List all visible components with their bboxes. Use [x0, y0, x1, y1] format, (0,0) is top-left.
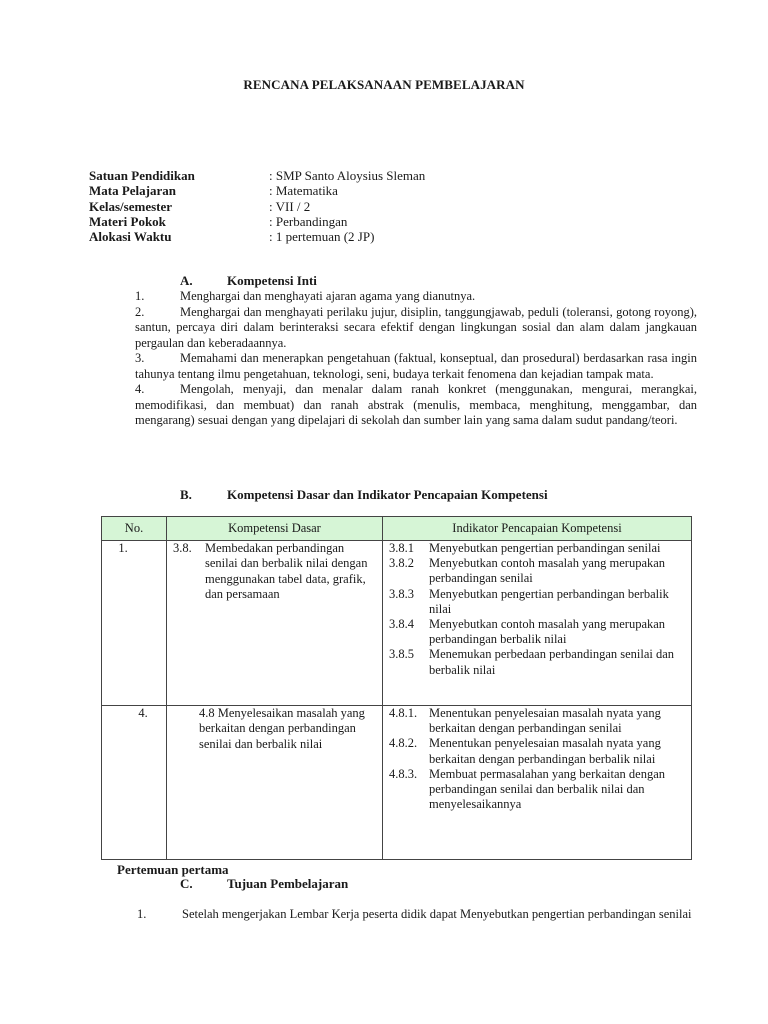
section-title: Kompetensi Dasar dan Indikator Pencapaian Kompetensi — [227, 487, 548, 502]
indicator-item — [383, 706, 691, 736]
indicator-text: Menyebutkan contoh masalah yang merupakan perbandingan senilai — [429, 556, 666, 586]
row-number — [102, 706, 167, 860]
table-row — [102, 541, 692, 706]
list-item — [137, 906, 697, 922]
kd-cell — [167, 706, 383, 860]
identity-row — [89, 229, 425, 244]
identity-value: : 1 pertemuan (2 JP) — [269, 229, 375, 245]
identity-label: Satuan Pendidikan — [89, 168, 195, 183]
indicator-code: 4.8.1. — [389, 706, 418, 720]
item-text: Memahami dan menerapkan pengetahuan (faktual, konseptual, dan prosedural) berdasarkan rasa ingin tahunya tentang ilmu pengetahuan, teknologi, seni, budaya terkait fenomena dan kejadian tampak mata. — [135, 351, 697, 381]
indicator-code: 3.8.5 — [389, 647, 414, 662]
indicator-item — [383, 767, 691, 813]
section-letter: C. — [180, 876, 193, 891]
indicator-code: 3.8.2 — [389, 556, 414, 571]
indicator-text: Membuat permasalahan yang berkaitan dengan perbandingan senilai dan berbalik nilai dan menyelesaikannya — [429, 766, 666, 812]
kd-text: Membedakan perbandingan senilai dan berbalik nilai dengan menggunakan tabel data, grafik, dan persamaan — [205, 541, 368, 602]
indicator-text: Menemukan perbedaan perbandingan senilai dan berbalik nilai — [429, 647, 675, 677]
meeting-subtitle: Pertemuan pertama — [117, 862, 229, 877]
indicator-text: Menentukan penyelesaian masalah nyata yang berkaitan dengan perbandingan berbalik nilai — [429, 736, 661, 766]
indicator-item — [383, 647, 691, 677]
indicator-code: 3.8.1 — [389, 541, 414, 555]
identity-label: Materi Pokok — [89, 213, 166, 229]
section-c-heading — [180, 876, 348, 892]
section-title: Tujuan Pembelajaran — [227, 876, 349, 891]
tujuan-list — [137, 906, 697, 922]
column-header: Indikator Pencapaian Kompetensi — [383, 517, 692, 541]
item-number: 1. — [137, 907, 147, 921]
indicator-item — [383, 556, 691, 586]
kd-code: 3.8. — [173, 541, 192, 555]
list-item — [135, 382, 697, 429]
item-number: 4. — [135, 382, 145, 396]
row-number-text: 1. — [118, 541, 128, 555]
indicator-item — [383, 587, 691, 617]
section-a-heading — [180, 273, 317, 289]
section-b-heading — [180, 487, 548, 503]
indicator-text: Menyebutkan pengertian perbandingan berbalik nilai — [429, 586, 669, 616]
list-item — [135, 289, 697, 305]
identity-value: : SMP Santo Aloysius Sleman — [269, 168, 426, 183]
indicator-cell — [383, 541, 692, 706]
row-number — [102, 541, 167, 706]
identity-value: : VII / 2 — [269, 198, 311, 214]
identity-value: : Perbandingan — [269, 213, 348, 229]
indicator-code: 4.8.3. — [389, 766, 418, 781]
list-item — [135, 305, 697, 352]
identity-label: Kelas/semester — [89, 198, 173, 214]
indicator-code: 3.8.3 — [389, 586, 414, 601]
indicator-text: Menentukan penyelesaian masalah nyata yang berkaitan dengan perbandingan senilai — [429, 706, 661, 736]
column-header: No. — [102, 517, 167, 541]
identity-row — [89, 199, 425, 214]
identity-row — [89, 168, 425, 183]
kompetensi-inti-list — [135, 289, 697, 429]
identity-row — [89, 214, 425, 229]
document-title: RENCANA PELAKSANAAN PEMBELAJARAN — [243, 77, 525, 92]
indicator-text: Menyebutkan pengertian perbandingan senilai — [429, 541, 661, 555]
item-number: 2. — [135, 304, 145, 319]
identity-block — [89, 168, 425, 244]
list-item — [135, 351, 697, 382]
indicator-cell — [383, 706, 692, 860]
indicator-text: Menyebutkan contoh masalah yang merupakan perbandingan berbalik nilai — [429, 617, 666, 647]
indicator-item — [383, 617, 691, 647]
section-title: Kompetensi Inti — [227, 273, 317, 288]
identity-row — [89, 183, 425, 198]
identity-value: : Matematika — [269, 183, 338, 199]
item-number: 1. — [135, 289, 145, 303]
section-letter: B. — [180, 487, 192, 502]
item-text: Mengolah, menyaji, dan menalar dalam ranah konkret (menggunakan, mengurai, merangkai, memodifikasi, dan membuat) dan ranah abstrak (menulis, membaca, menghitung, menggambar, dan mengarang) sesuai dengan yang dipelajari di sekolah dan sumber lain yang sama dalam sudut pandang/teori. — [135, 382, 697, 427]
item-text: Menghargai dan menghayati perilaku jujur, disiplin, tanggungjawab, peduli (toleransi, gotong royong), santun, percaya diri dalam berinteraksi secara efektif dengan lingkungan sosial dan alam dalam jangkauan pergaulan dan keberadaannya. — [135, 304, 697, 350]
item-number: 3. — [135, 351, 145, 365]
identity-label: Alokasi Waktu — [89, 229, 172, 245]
kd-cell — [167, 541, 383, 706]
item-text: Menghargai dan menghayati ajaran agama yang dianutnya. — [180, 289, 476, 303]
indicator-item — [383, 541, 691, 556]
row-number-text: 4. — [138, 706, 148, 720]
identity-label: Mata Pelajaran — [89, 183, 177, 199]
kd-text: 4.8 Menyelesaikan masalah yang berkaitan dengan perbandingan senilai dan berbalik nilai — [199, 706, 365, 751]
item-text: Setelah mengerjakan Lembar Kerja peserta didik dapat Menyebutkan pengertian perbandingan senilai — [182, 907, 692, 921]
section-letter: A. — [180, 273, 193, 288]
competency-table — [101, 516, 692, 860]
indicator-code: 4.8.2. — [389, 736, 418, 751]
table-header-row — [102, 517, 692, 541]
column-header: Kompetensi Dasar — [167, 517, 383, 541]
indicator-code: 3.8.4 — [389, 617, 414, 632]
table-row — [102, 706, 692, 860]
indicator-item — [383, 736, 691, 766]
